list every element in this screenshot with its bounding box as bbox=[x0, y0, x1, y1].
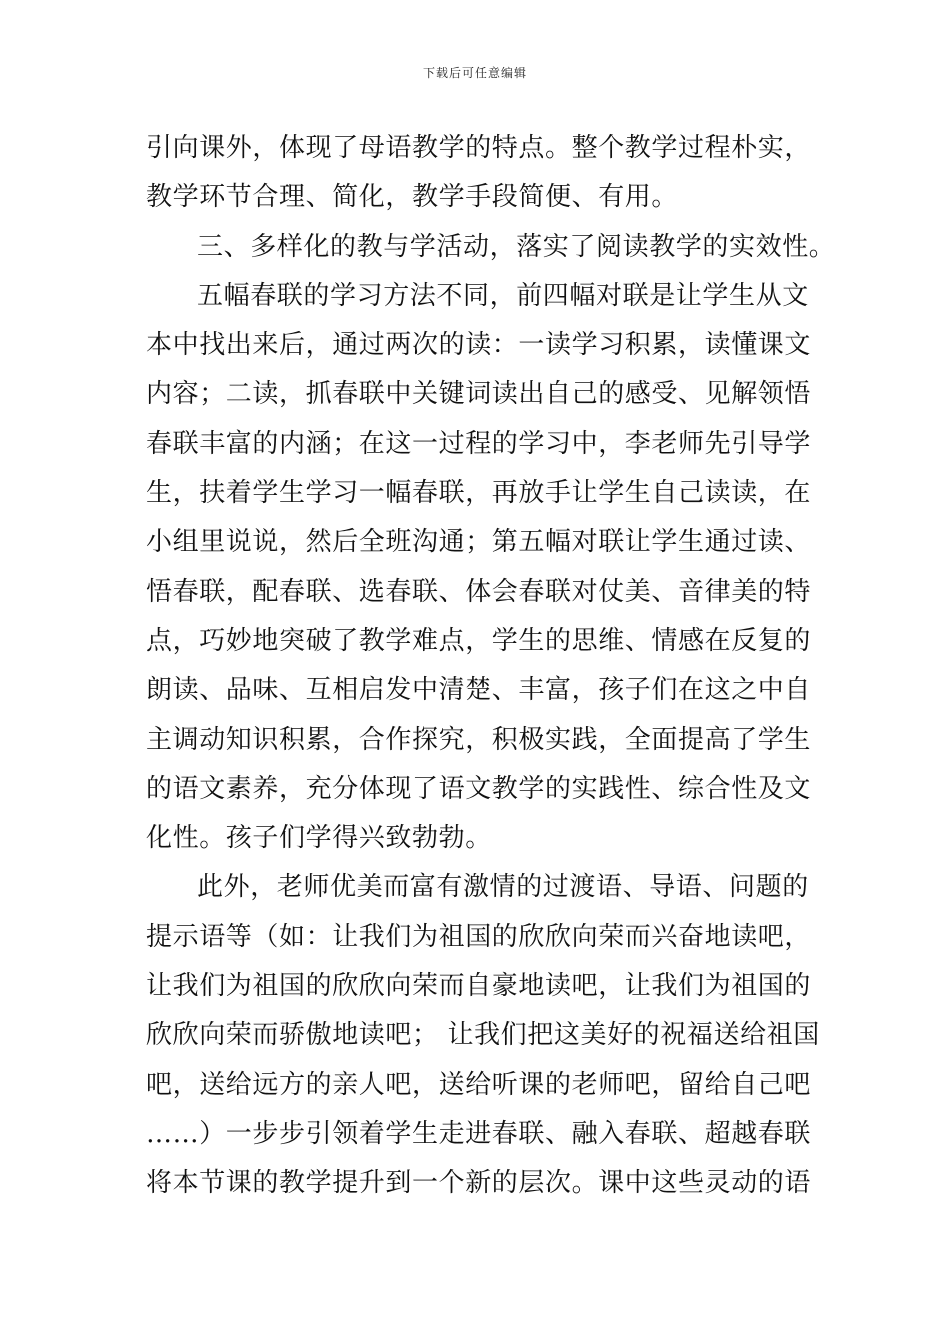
text-line: 五幅春联的学习方法不同，前四幅对联是让学生从文 bbox=[197, 280, 809, 311]
text-line: 教学环节合理、简化，教学手段简便、有用。 bbox=[146, 182, 679, 213]
text-line: ……）一步步引领着学生走进春联、融入春联、超越春联 bbox=[146, 1118, 812, 1149]
text-line: 悟春联，配春联、选春联、体会春联对仗美、音律美的特 bbox=[146, 576, 812, 607]
text-line: 主调动知识积累，合作探究，积极实践，全面提高了学生 bbox=[146, 724, 812, 755]
text-line: 引向课外，体现了母语教学的特点。整个教学过程朴实， bbox=[146, 133, 812, 163]
text-line: 吧，送给远方的亲人吧，送给听课的老师吧，留给自己吧 bbox=[146, 1069, 812, 1100]
text-line: 春联丰富的内涵；在这一过程的学习中，李老师先引导学 bbox=[146, 428, 812, 459]
text-line: 朗读、品味、互相启发中清楚、丰富，孩子们在这之中自 bbox=[146, 675, 812, 706]
text-line: 生，扶着学生学习一幅春联，再放手让学生自己读读，在 bbox=[146, 478, 812, 509]
text-line: 化性。孩子们学得兴致勃勃。 bbox=[146, 823, 492, 854]
page-header: 下载后可任意编辑 bbox=[422, 66, 527, 80]
text-line: 让我们为祖国的欣欣向荣而自豪地读吧，让我们为祖国的 bbox=[146, 971, 812, 1002]
text-line: 内容；二读，抓春联中关键词读出自己的感受、见解领悟 bbox=[146, 379, 812, 410]
text-line: 的语文素养，充分体现了语文教学的实践性、综合性及文 bbox=[146, 773, 812, 804]
text-line: 小组里说说，然后全班沟通；第五幅对联让学生通过读、 bbox=[146, 527, 812, 558]
text-line: 将本节课的教学提升到一个新的层次。课中这些灵动的语 bbox=[146, 1168, 812, 1199]
text-line: 此外，老师优美而富有激情的过渡语、导语、问题的 bbox=[197, 872, 809, 903]
section-heading: 三、多样化的教与学活动，落实了阅读教学的实效性。 bbox=[197, 231, 836, 262]
text-line: 提示语等（如：让我们为祖国的欣欣向荣而兴奋地读吧， bbox=[146, 921, 812, 952]
document-body bbox=[146, 124, 836, 1209]
text-line: 点，巧妙地突破了教学难点，学生的思维、情感在反复的 bbox=[146, 625, 812, 656]
text-line: 欣欣向荣而骄傲地读吧； 让我们把这美好的祝福送给祖国 bbox=[146, 1020, 820, 1051]
text-line: 本中找出来后，通过两次的读：一读学习积累，读懂课文 bbox=[146, 330, 812, 361]
